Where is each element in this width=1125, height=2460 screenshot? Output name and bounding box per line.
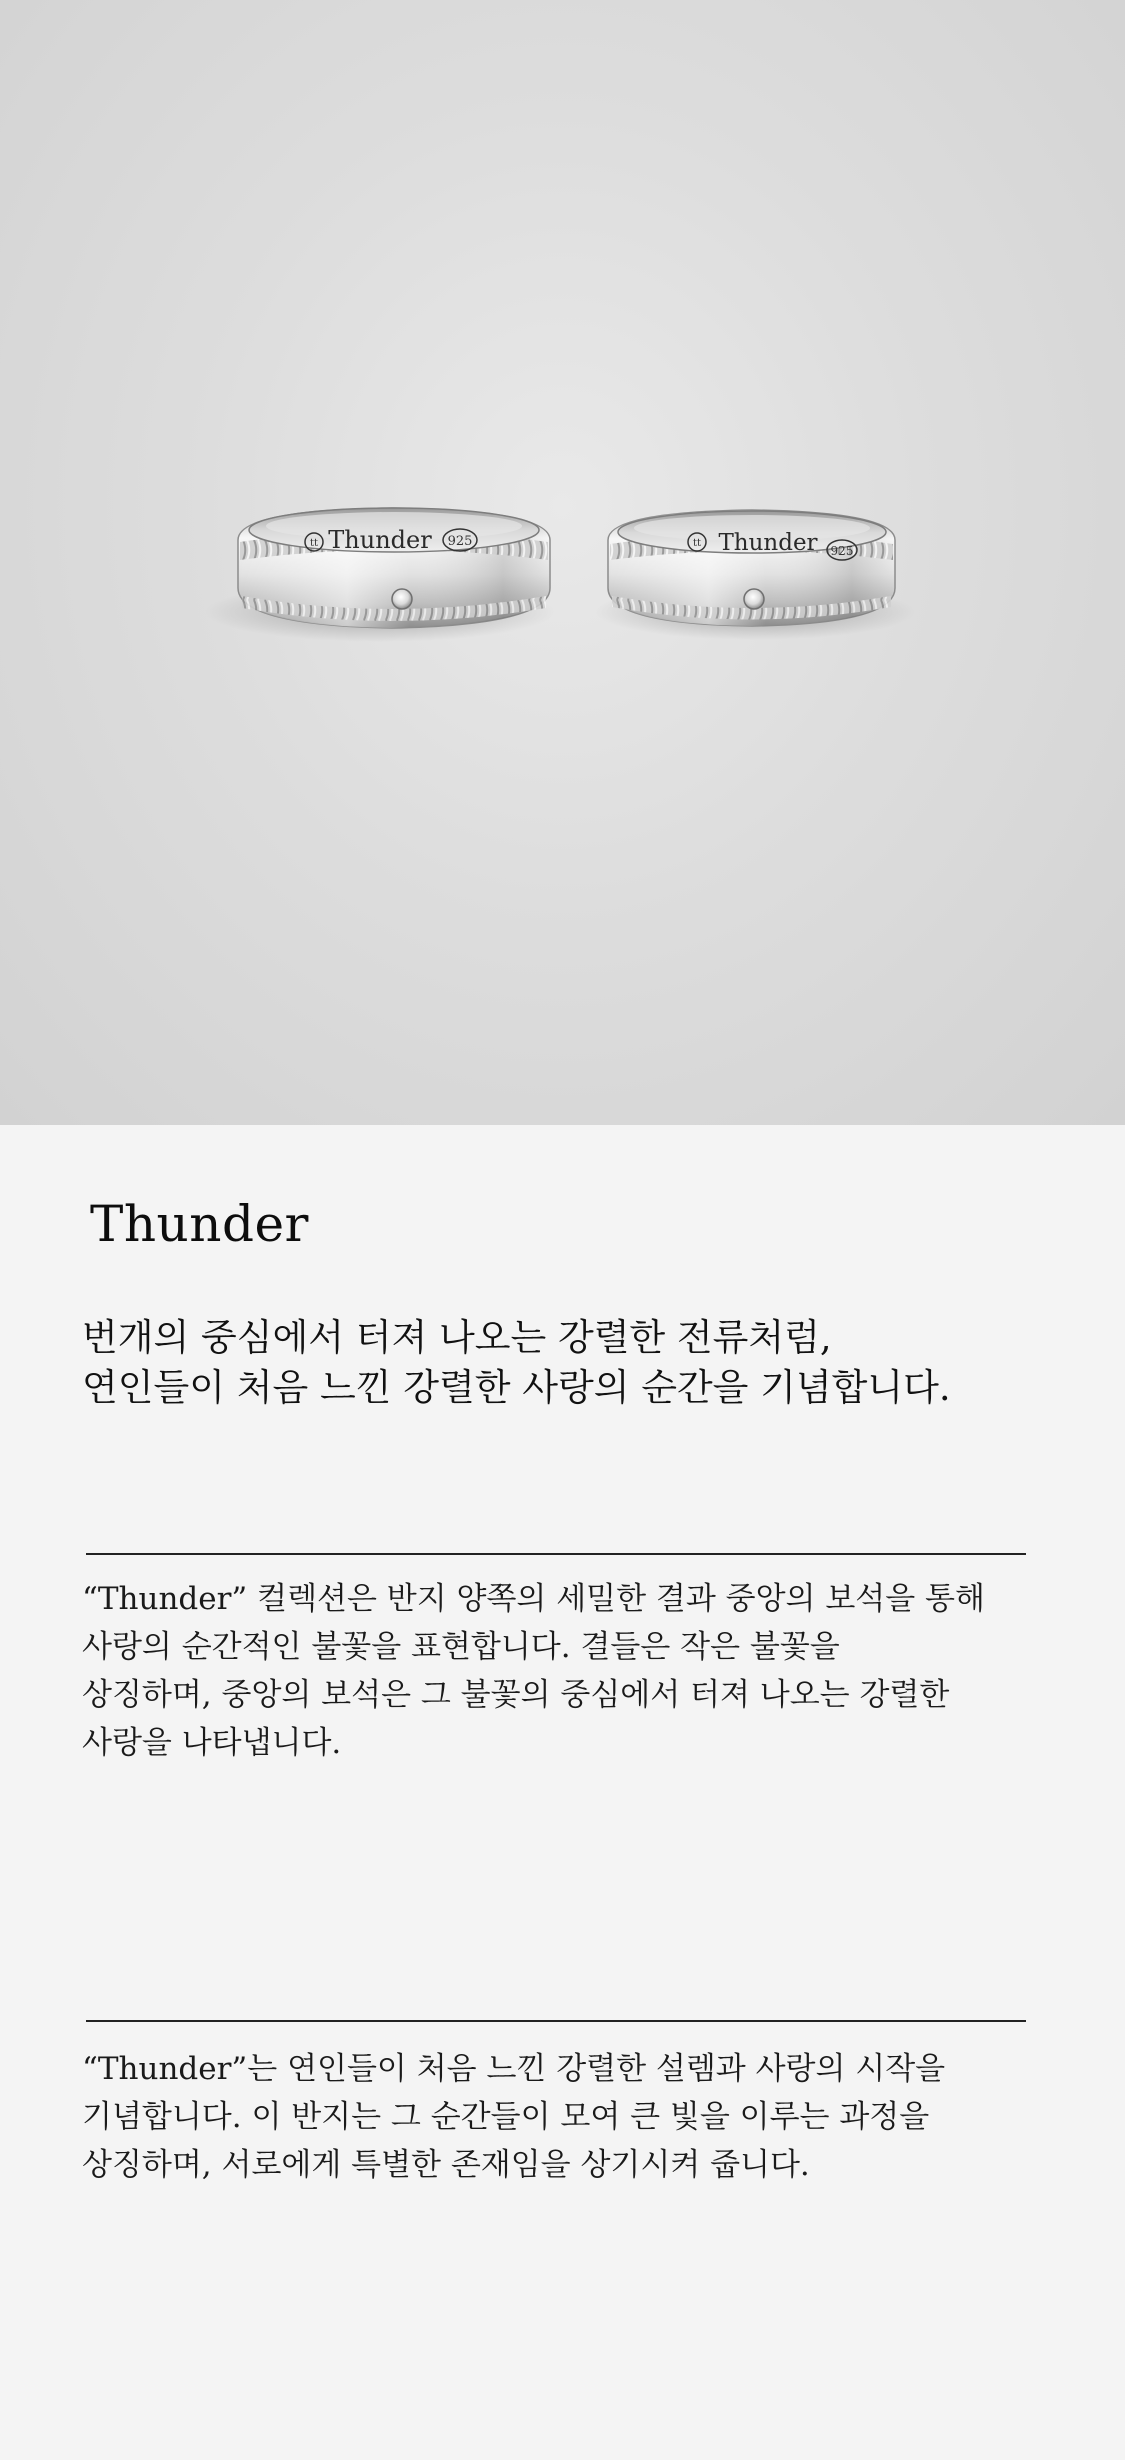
description-line: 사랑을 나타냅니다. bbox=[82, 1725, 342, 1761]
ring-meaning-description bbox=[82, 2045, 1042, 2189]
description-line: 사랑의 순간적인 불꽃을 표현합니다. 결들은 작은 불꽃을 bbox=[82, 1629, 840, 1665]
product-description bbox=[0, 1125, 1125, 2460]
ring-pair-illustration bbox=[0, 0, 1125, 1125]
left-ring bbox=[238, 508, 550, 628]
right-ring-engraving: Thunder bbox=[718, 530, 818, 556]
description-line: 상징하며, 서로에게 특별한 존재임을 상기시켜 줍니다. bbox=[82, 2147, 810, 2183]
left-ring-hallmark: 925 bbox=[447, 534, 473, 549]
description-line: 상징하며, 중앙의 보석은 그 불꽃의 중심에서 터져 나오는 강렬한 bbox=[82, 1677, 950, 1713]
description-line: 기념합니다. 이 반지는 그 순간들이 모여 큰 빛을 이루는 과정을 bbox=[82, 2099, 930, 2135]
right-ring-hallmark: 925 bbox=[830, 544, 854, 558]
right-ring-mark: tt bbox=[692, 538, 702, 549]
product-title: Thunder bbox=[90, 1195, 309, 1253]
collection-description bbox=[82, 1575, 1042, 1767]
description-line: “Thunder”는 연인들이 처음 느낀 강렬한 설렘과 사랑의 시작을 bbox=[82, 2051, 946, 2087]
section-divider bbox=[86, 1553, 1026, 1555]
left-ring-engraving: Thunder bbox=[328, 526, 432, 554]
tagline-line: 연인들이 처음 느낀 강렬한 사랑의 순간을 기념합니다. bbox=[82, 1366, 951, 1409]
left-ring-mark: tt bbox=[309, 538, 319, 549]
tagline-line: 번개의 중심에서 터져 나오는 강렬한 전류처럼, bbox=[82, 1316, 832, 1359]
right-ring bbox=[608, 510, 895, 626]
product-tagline bbox=[82, 1313, 1062, 1413]
section-divider bbox=[86, 2020, 1026, 2022]
description-line: “Thunder” 컬렉션은 반지 양쪽의 세밀한 결과 중앙의 보석을 통해 bbox=[82, 1581, 985, 1617]
product-hero-image bbox=[0, 0, 1125, 1125]
